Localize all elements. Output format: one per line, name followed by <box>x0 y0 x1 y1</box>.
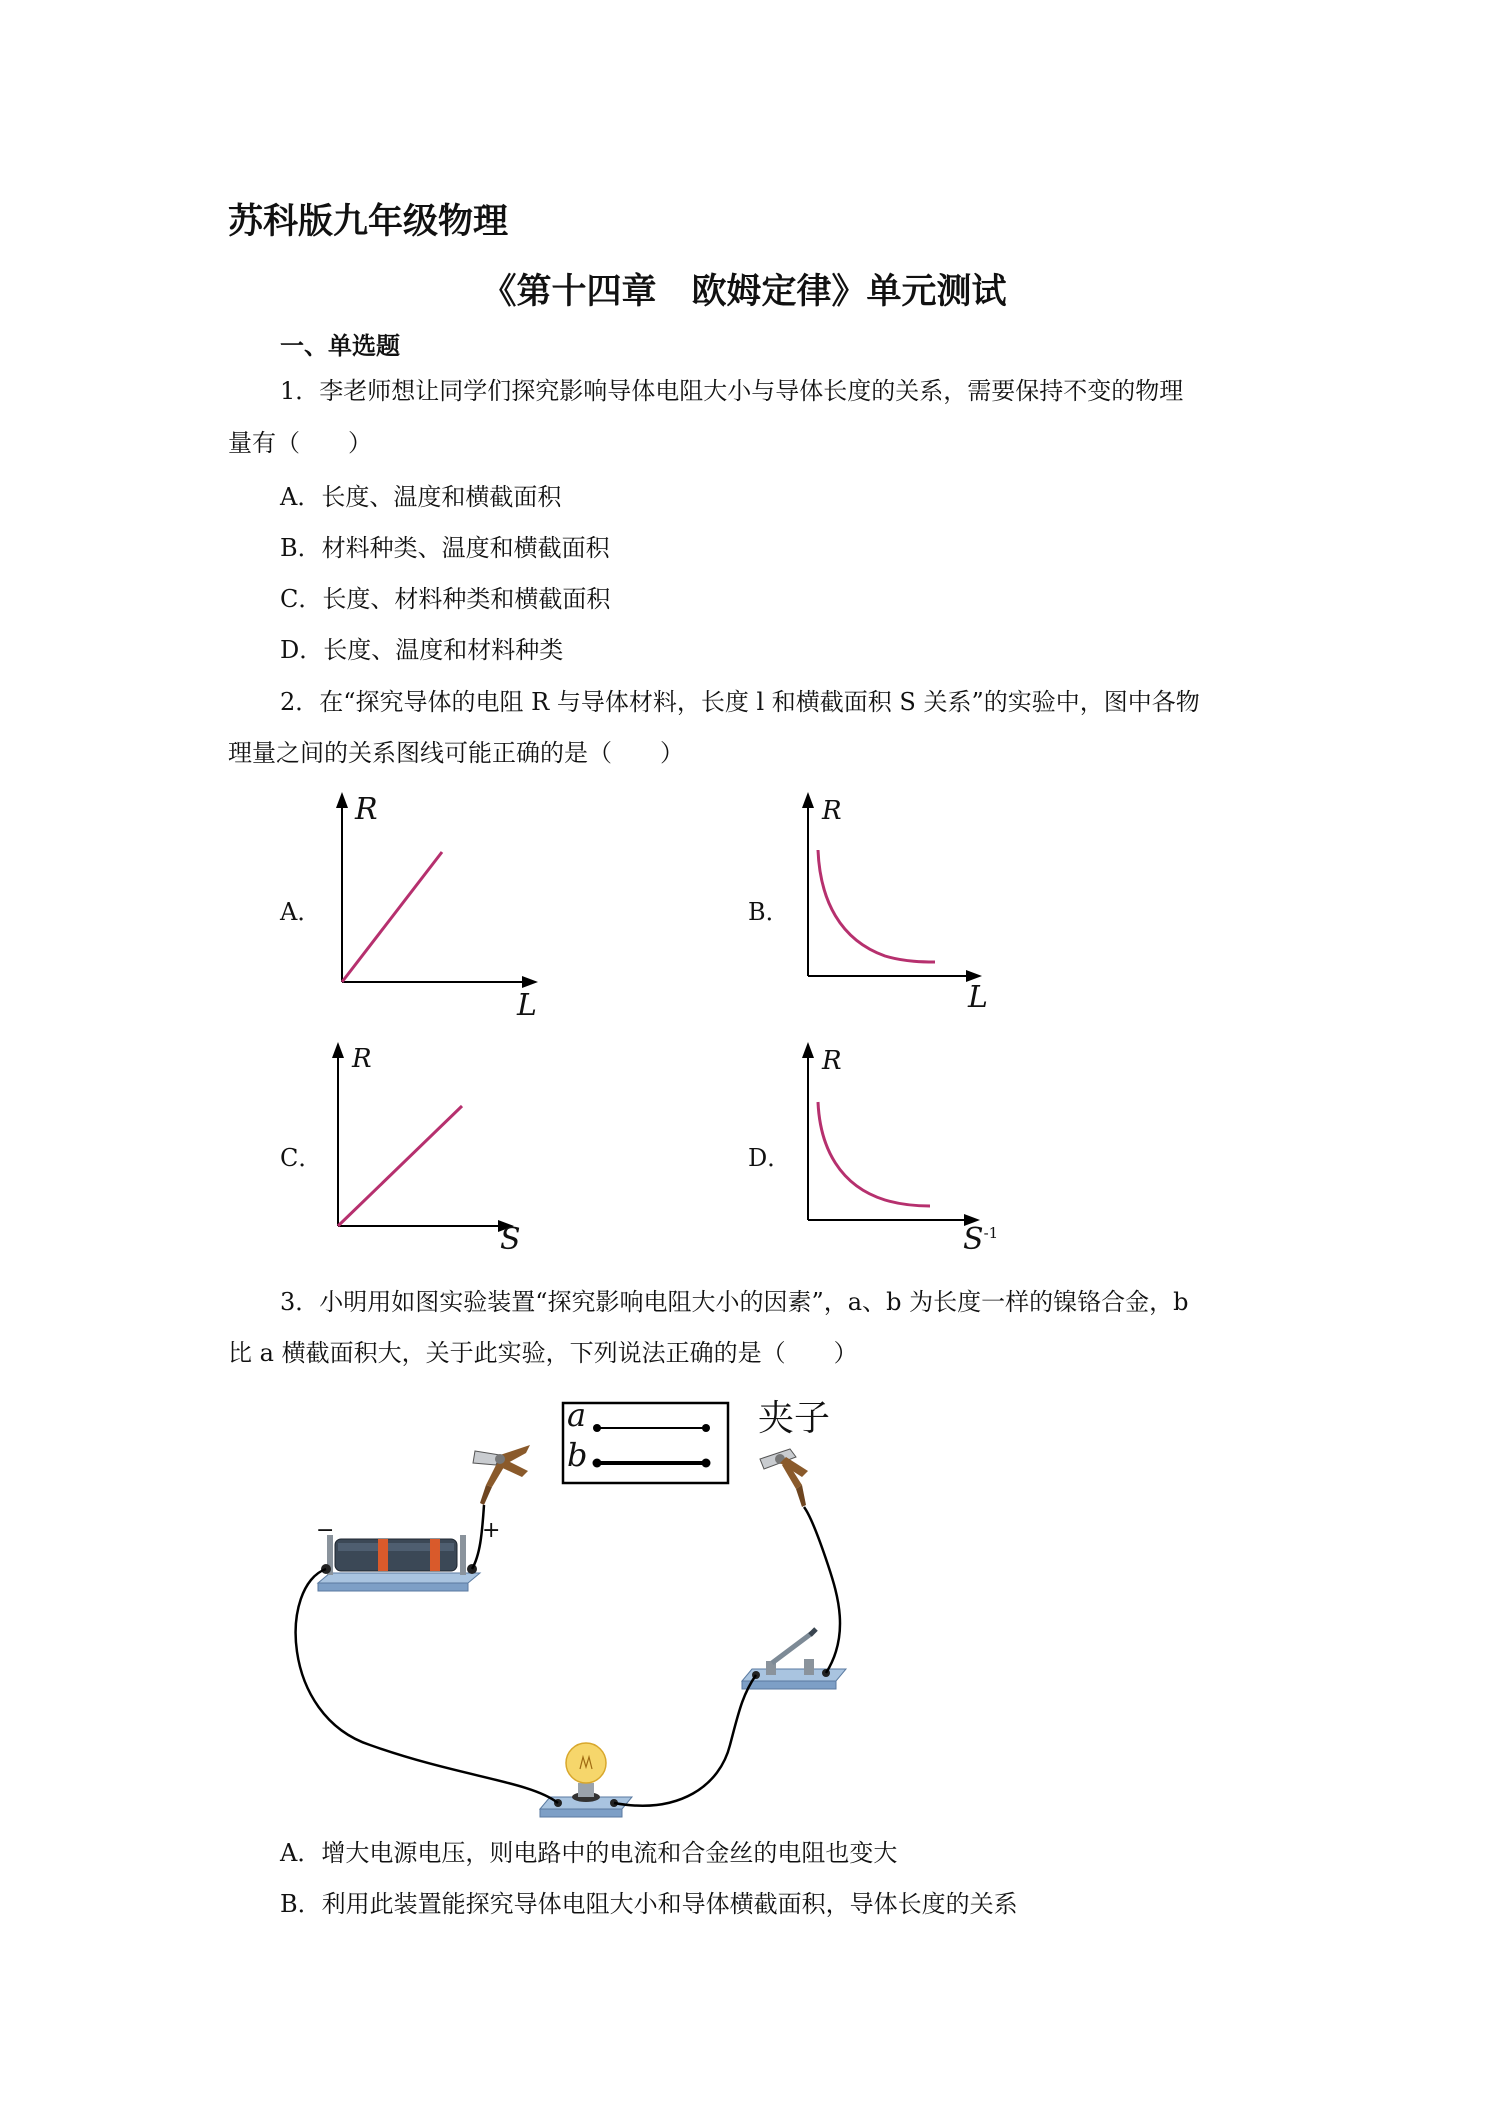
y-axis-arrow <box>802 792 814 808</box>
q2-stem-line1: 2．在“探究导体的电阻 R 与导体材料，长度 l 和横截面积 S 关系”的实验中，图中各物 <box>280 688 1200 716</box>
clip-label: 夹子 <box>758 1398 831 1439</box>
q1-option-d: D．长度、温度和材料种类 <box>280 636 564 664</box>
q2-graph-b-y-label: R <box>822 796 842 826</box>
relation-line <box>342 852 442 982</box>
y-axis-arrow <box>332 1042 344 1058</box>
q2-graph-b-x-label: L <box>968 980 988 1015</box>
q1-option-a: A．长度、温度和横截面积 <box>280 483 562 511</box>
q2-graph-a-label: A． <box>280 898 322 926</box>
y-axis-arrow <box>802 1042 814 1058</box>
wire-a-end-right <box>702 1424 710 1432</box>
q2-graph-d-x-label <box>963 1222 998 1257</box>
q2-graph-b-label: B． <box>748 898 790 926</box>
q2-graph-a-x-label: L <box>517 988 537 1023</box>
q1-option-b: B．材料种类、温度和横截面积 <box>280 534 610 562</box>
relation-curve <box>818 850 935 962</box>
q1-option-c: C．长度、材料种类和横截面积 <box>280 585 611 613</box>
q2-graph-d-y-label: R <box>822 1046 842 1076</box>
switch <box>742 1629 846 1689</box>
q1-stem-line1: 1．李老师想让同学们探究影响导体电阻大小与导体长度的关系，需要保持不变的物理 <box>280 377 1184 405</box>
relation-line <box>338 1106 462 1226</box>
wire-b-end-right <box>702 1459 711 1468</box>
x-axis-arrow <box>522 976 538 988</box>
q3-option-a: A．增大电源电压，则电路中的电流和合金丝的电阻也变大 <box>280 1839 898 1867</box>
unit-title: 《第十四章 欧姆定律》单元测试 <box>481 272 1007 312</box>
right-clip <box>760 1449 808 1507</box>
wire-lamp-to-switch <box>614 1675 756 1806</box>
q2-stem-line2: 理量之间的关系图线可能正确的是（ ） <box>228 739 684 767</box>
q1-stem-line2: 量有（ ） <box>228 429 372 457</box>
q2-graph-d-label: D． <box>748 1144 792 1172</box>
q2-graph-c-y-label: R <box>352 1044 372 1074</box>
left-clip <box>473 1445 530 1505</box>
q2-graph-b <box>790 790 990 1030</box>
q3-option-b: B．利用此装置能探究导体电阻大小和导体横截面积，导体长度的关系 <box>280 1890 1018 1918</box>
battery <box>318 1535 480 1591</box>
q2-graph-a-y-label: R <box>355 792 378 827</box>
q2-graph-c-label: C． <box>280 1144 323 1172</box>
q2-graph-d-x-base: S <box>963 1222 984 1257</box>
wire-b-label: b <box>567 1436 588 1474</box>
lamp <box>540 1743 632 1817</box>
q3-stem-line1: 3．小明用如图实验装置“探究影响电阻大小的因素”，a、b 为长度一样的镍铬合金，b <box>280 1288 1189 1316</box>
section-heading: 一、单选题 <box>280 332 400 360</box>
doc-title: 苏科版九年级物理 <box>228 202 509 242</box>
battery-plus-label: + <box>482 1518 501 1543</box>
wire-a-label: a <box>567 1396 587 1434</box>
q2-graph-d-x-exponent: -1 <box>983 1224 999 1242</box>
wire-switch-to-right-clip <box>804 1507 840 1673</box>
y-axis-arrow <box>336 792 348 808</box>
wire-battery-to-lamp <box>296 1569 558 1803</box>
relation-curve <box>818 1102 930 1206</box>
q2-graph-d <box>790 1040 990 1280</box>
battery-minus-label: − <box>316 1518 335 1543</box>
q2-graph-c-x-label: S <box>500 1222 521 1257</box>
wire-board <box>563 1403 728 1483</box>
q3-stem-line2: 比 a 横截面积大，关于此实验，下列说法正确的是（ ） <box>228 1339 858 1367</box>
